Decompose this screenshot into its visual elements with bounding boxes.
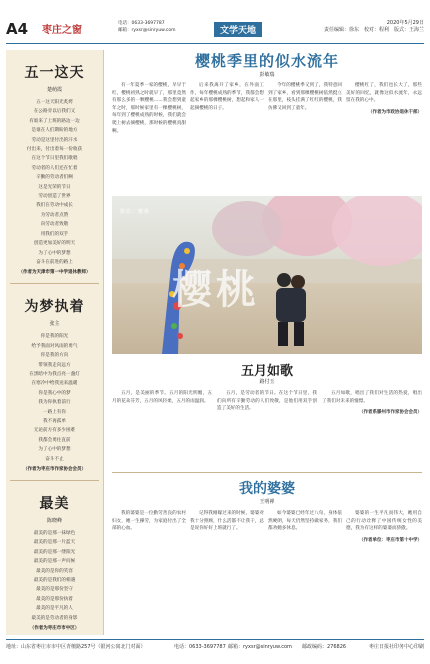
poem-line: 为劳动者点赞	[40, 212, 69, 218]
poem-line: 最美的是你的笑容	[36, 568, 73, 574]
editors-credit: 责任编辑：徐东 校对：程利 版式：王海兰	[323, 27, 424, 33]
poem-line: 在寒冷中给我送来温暖	[31, 381, 78, 387]
header-contact	[118, 20, 176, 34]
poem-line: 最美的是那一抹绿色	[33, 531, 76, 536]
article3-col-1: 我的婆婆是一位勤劳善良的农村妇女，她一生操劳，为家庭付出了全部的心血。	[112, 511, 186, 532]
section-title: 文学天地	[214, 22, 262, 37]
page-footer	[6, 639, 424, 653]
article2-source: （作者系滕州市作家协会会员）	[359, 410, 422, 416]
poem-line: 劳动是这里付出的汗水	[31, 137, 78, 143]
main-author: 彭敏瑞	[259, 72, 275, 78]
main-text-col-2: 后来我离开了家乡，在外面工作，每年樱桃成熟的季节，我都会想起家乡的那棵樱桃树，想起和家人一起摘樱桃的日子。	[190, 83, 264, 111]
photo-overlay-text: 樱桃	[172, 267, 260, 313]
poem-line: 向劳动者致敬	[40, 222, 69, 228]
footer-email: 邮箱：ryxsr@sinryuw.com	[228, 644, 292, 650]
poem-block-2	[6, 284, 103, 474]
poem-title: 为梦执着	[24, 299, 85, 316]
footer-address: 地址：山东省枣庄市市中区青檀路257号（银河公寓北门对面）	[6, 644, 146, 650]
poem-line: 最美的是那一声问候	[33, 559, 76, 565]
main-text-col-1: 有一年夏季一家的樱桃，早早于红，樱桃初熟之时就早了，那里竟然有那么多的一颗樱桃......我会想到童年之时，那时候家里有一棵樱桃树，每年到了樱桃成熟的时候，我们就会爬上树去摘樱桃，那时候的樱桃真甜啊。	[112, 83, 186, 134]
header-email: 邮箱：ryxsr@sinryuw.com	[118, 28, 176, 33]
poem-block-3	[6, 481, 103, 633]
poem-source: （作者为枣庄市市中区）	[29, 626, 80, 632]
poem-line: 劳动创造了世界	[38, 194, 71, 200]
poem-line: 劳动者的人们还在忙着	[31, 165, 78, 171]
article2-col-1: 五月，是美丽的季节。五月的阳光明媚，五月的花朵芬芳，五月的风轻柔，五月的雨温润。	[112, 391, 212, 404]
poem-line: 我都会勇往直前	[38, 437, 71, 443]
poem-line: 最美的是那一缕阳光	[33, 549, 76, 555]
article2-col-2: 五月，是劳动者的节日。在这个节日里，我们向所有辛勤劳动的人们致敬，是他们用双手创造了美好的生活。	[217, 391, 317, 412]
left-column	[6, 50, 104, 635]
poem-title: 五一这天	[24, 65, 85, 81]
footer-phone: 电话：0633-3697787	[174, 644, 226, 650]
issue-date: 2020年5月29日	[386, 20, 424, 26]
poem-body	[10, 98, 99, 267]
poem-line: 付出来，付出着每一份收获	[26, 147, 83, 153]
poem-line: 最美的是那份执着	[36, 596, 73, 602]
poem-line: 一路上有你	[43, 409, 66, 415]
poem-line: 在公路旁以后我们又	[33, 109, 76, 115]
main-text-col-4-wrap	[346, 82, 422, 115]
poem-line: 创造更加美好的明天	[33, 241, 76, 247]
poem-line: 无论前方有多少困难	[33, 428, 76, 434]
main-source: （作者为市政协退休干部）	[368, 109, 422, 115]
header-phone: 电话：0633-3697787	[118, 21, 165, 26]
poem-line: 辛勤的劳动者们啊	[36, 175, 73, 181]
article3-author: 王明禅	[259, 499, 275, 505]
page-number: A4	[6, 20, 29, 38]
poem-line: 你是我的方向	[40, 353, 69, 359]
poem-author: 楚萌霞	[46, 87, 62, 93]
poem-line: 最美的是那份坚守	[36, 587, 73, 593]
poem-line: 为了心中的梦想	[38, 447, 71, 453]
article2-col-3: 五月如歌，唱出了我们对生活的热爱，唱出了我们对未来的憧憬。	[322, 391, 422, 404]
poem-line: 我们在劳动中成长	[36, 203, 73, 209]
page-header	[6, 18, 424, 44]
poem-line: 奋斗在前进的路上	[36, 259, 73, 265]
couple-figure	[262, 266, 322, 346]
poem-author: 陈晓峰	[46, 518, 62, 524]
main-text-col-4: 樱桃红了，我们也长大了，那些美好的回忆，就像这似水流年，永远留在我的心中。	[346, 83, 422, 104]
article2-author: 路付玉	[259, 379, 275, 385]
article3-title: 我的婆婆	[239, 481, 295, 497]
poem-line: 在这个节日里我们歌唱	[31, 156, 78, 162]
poem-line: 带领我走向远方	[38, 362, 71, 368]
poem-line: 是谁在人们期盼的地方	[31, 128, 78, 134]
poem-title: 最美	[39, 496, 70, 512]
poem-body	[10, 332, 99, 464]
main-headline: 樱桃季里的似水流年	[194, 52, 339, 70]
article3-col-4: 婆婆的一生平凡而伟大，她用自己的行动诠释了中国传统女性的美德，我为有这样的婆婆而骄傲。	[346, 511, 422, 532]
poem-line: 最美的是劳动者的身影	[31, 615, 78, 621]
poem-line: 为了心中的梦想	[38, 250, 71, 256]
poem-line: 最美的是我们的相遇	[33, 578, 76, 584]
article2-col-3-wrap	[322, 390, 422, 415]
poem-line: 在黑暗中为我点亮一盏灯	[29, 371, 80, 377]
article2-title: 五月如歌	[240, 364, 293, 379]
poem-source: （作者为天津市第一中学退休教师）	[18, 270, 91, 276]
poem-line: 你是我心中的梦	[38, 390, 71, 396]
main-text-col-3: 今年的樱桃季又到了，我特意回到了家乡，看到那棵樱桃树依然挺立在那里，枝头挂满了红红的樱桃，我仿佛又回到了童年。	[268, 83, 342, 111]
header-date	[324, 20, 424, 34]
photo-caption: 摄影：樱桃	[120, 209, 151, 215]
feature-photo	[112, 196, 422, 354]
poem-line: 有谁来了上班的路边一边	[29, 118, 80, 124]
poem-line: 用我们的双手	[40, 231, 69, 237]
poem-line: 这是光荣的节日	[38, 184, 71, 190]
poem-line: 给予我面对风雨的勇气	[31, 343, 78, 349]
footer-printer: 枣庄日报社印务中心印刷	[368, 644, 424, 650]
footer-postcode: 邮政编码：276826	[302, 644, 347, 650]
poem-line: 我为你执着前行	[38, 400, 71, 406]
poem-body	[10, 529, 99, 623]
poem-author: 张主	[49, 321, 60, 328]
article3-source: （作者单位：枣庄市第十中学）	[359, 537, 422, 543]
poem-source: （作者为枣庄市作家协会会员）	[23, 467, 86, 472]
poem-line: 五一这天阳光炙烤	[36, 100, 73, 105]
poem-line: 奋斗不止	[45, 456, 64, 462]
poem-block-1	[6, 50, 103, 277]
divider	[112, 472, 422, 473]
poem-line: 最美的是平凡的人	[36, 606, 73, 612]
article3-col-2: 记得我刚嫁过来的时候，婆婆对我十分照顾，什么活都不让我干，总是说你好好上班就行了。	[190, 511, 264, 532]
poem-line: 最美的是那一片蓝天	[33, 540, 76, 546]
article3-col-4-wrap	[346, 510, 422, 543]
article3-col-3: 如今婆婆已经年过八旬，身体依然硬朗，每天仍然坚持做家务，我们都劝她多休息。	[268, 511, 342, 532]
poem-line: 我不再孤单	[43, 418, 66, 424]
brand-logo: 枣庄之窗	[42, 25, 82, 36]
poem-line: 你是我的阳光	[40, 334, 69, 340]
